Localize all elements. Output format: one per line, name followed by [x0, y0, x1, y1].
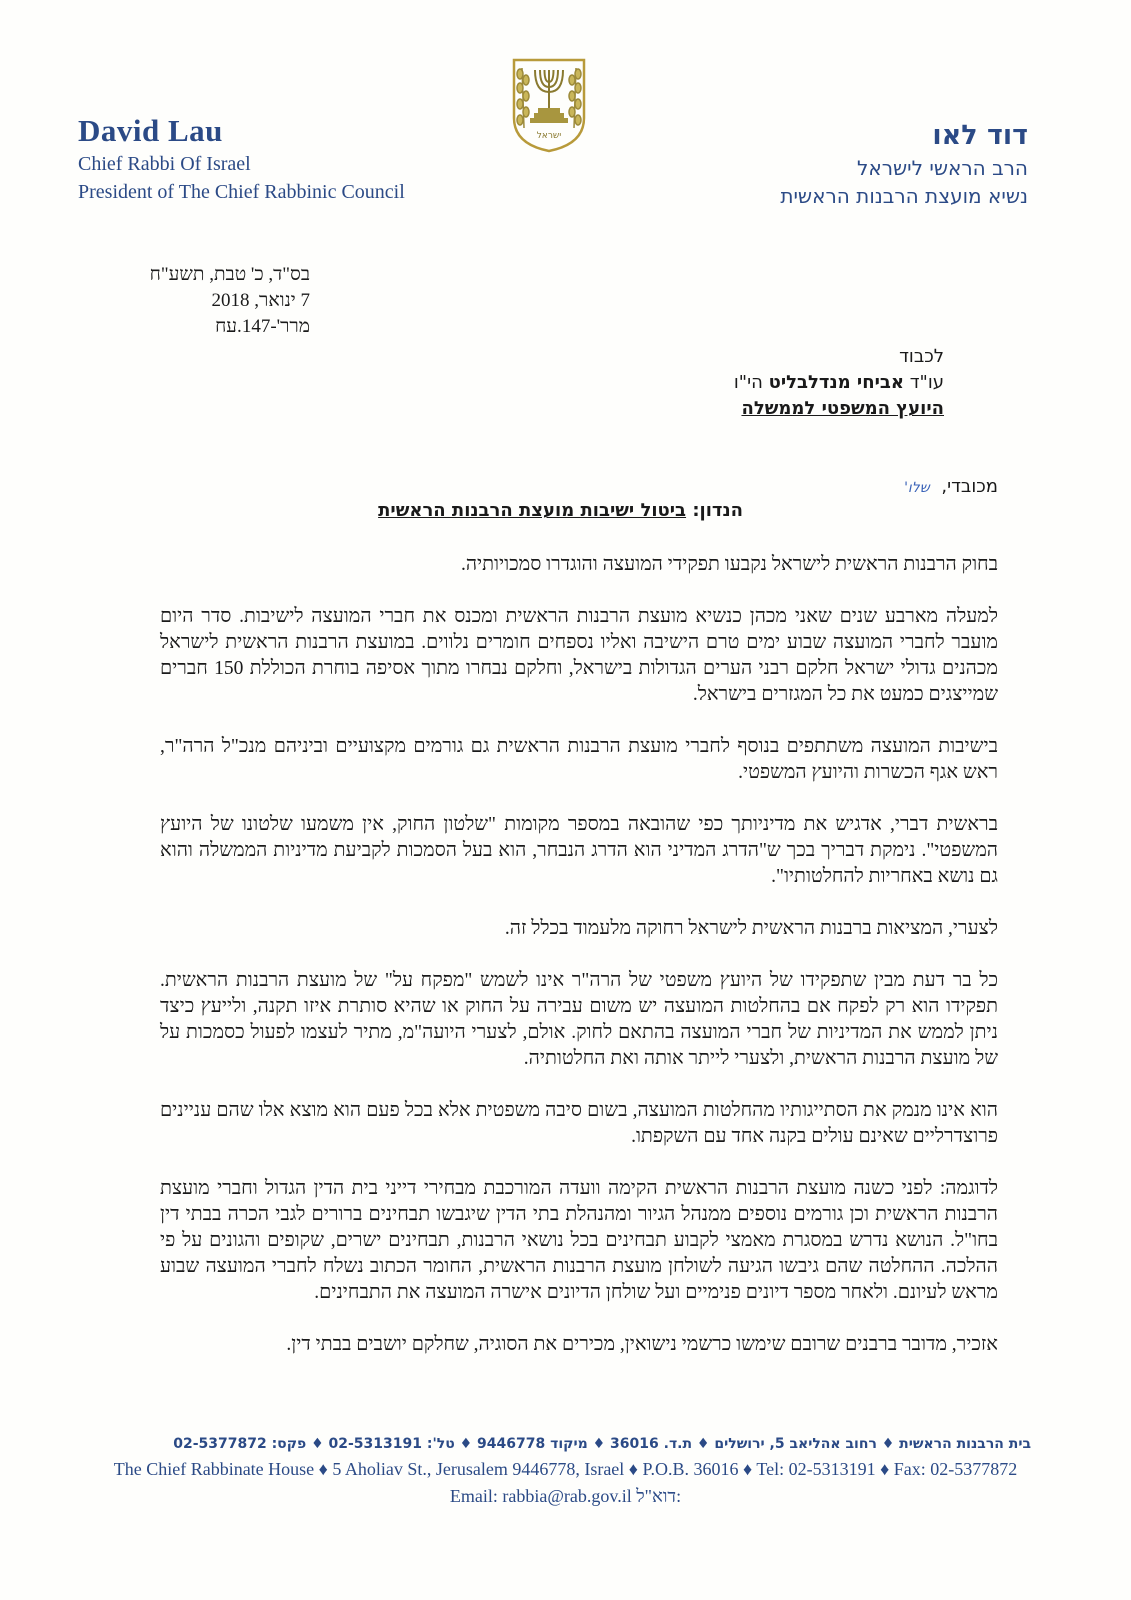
emblem-caption: ישראל [536, 131, 562, 141]
letterhead-hebrew [780, 118, 1028, 210]
body-paragraph: לדוגמה: לפני כשנה מועצת הרבנות הראשית הקימה וועדה המורכבת מבחירי דייני בית הדין הגדול וחברי מועצת הרבנות הראשית וכן גורמים נוספים ממנהל הגיור ומהנהלת בתי הדין שיגבשו תבחינים ברורים לגבי הכרה בבתי דין בחו"ל. הנושא נדרש במסגרת מאמצי לקבוע תבחינים בכל נושאי הרבנות, תבחינים ישרים, שקופים והגונים על פי ההלכה. ההחלטה שהם גיבשו הגיעה לשולחן מועצת הרבנות הראשית, החומר הכתוב נשלח לחברי המועצה שבוע מראש לעיונם. ולאחר מספר דיונים פנימיים ועל שולחן הדיונים אישרה המועצה את התבחינים. [160, 1178, 998, 1303]
recipient-name-prefix: עו"ד [909, 372, 944, 393]
sender-title-hebrew: הרב הראשי לישראל [856, 156, 1028, 180]
body-paragraph: בישיבות המועצה משתתפים בנוסף לחברי מועצת הרבנות הראשית גם גורמים מקצועיים וביניהם מנכ"ל הרה"ר, ראש אגף הכשרות והיועץ המשפטי. [160, 736, 998, 783]
recipient-name: אביחי מנדלבליט [768, 372, 904, 393]
reference-number: מרר'-147.עח [215, 316, 310, 337]
salutation-text: מכובדי, [941, 476, 998, 497]
sender-position-hebrew: נשיא מועצת הרבנות הראשית [780, 184, 1028, 208]
footer-address-english: The Chief Rabbinate House ♦ 5 Aholiav St., Jerusalem 9446778, Israel ♦ P.O.B. 36016 ♦ Tel: 02-5313191 ♦ Fax: 02-5377872 [113, 1459, 1018, 1479]
footer-email-label-hebrew: דוא"ל: [636, 1486, 682, 1506]
sender-position-english: President of The Chief Rabbinic Council [78, 181, 405, 203]
body-paragraph: למעלה מארבע שנים שאני מכהן כנשיא מועצת הרבנות הראשית ומכנס את חברי המועצה לישיבות. סדר היום מועבר לחברי המועצה שבוע ימים טרם הישיבה ואליו נספחים חומרים נלווים. במועצת הרבנות הראשית לישראל מכהנים גדולי ישראל חלקם רבני הערים הגדולות בישראל, וחלקם נבחרו מתוך אסיפה בוחרת הכוללת 150 חברים שמייצגים כמעט את כל המגזרים בישראל. [160, 606, 998, 705]
footer-email-line [0, 1483, 1131, 1509]
sender-name-english: David Lau [78, 113, 223, 148]
footer-address-hebrew: בית הרבנות הראשית ♦ רחוב אהליאב 5, ירושלים ♦ ת.ד. 36016 ♦ מיקוד 9446778 ♦ טל': 02-5313191 ♦ פקס: 02-5377872 [173, 1436, 1031, 1452]
recipient-block [734, 344, 944, 422]
body-paragraph: לצערי, המציאות ברבנות הראשית לישראל רחוקה מלעמוד בכלל זה. [504, 918, 998, 939]
date-block [110, 262, 310, 340]
body-paragraph: הוא אינו מנמק את הסתייגותיו מהחלטות המועצה, בשום סיבה משפטית אלא בכל פעם הוא מוצא אלו שהם עניינים פרוצדרליים שאינם עולים בקנה אחד עם השקפתו. [160, 1100, 998, 1147]
letter-footer [0, 1433, 1131, 1509]
recipient-name-line [734, 370, 944, 396]
body-paragraph: בראשית דברי, אדגיש את מדיניותך כפי שהובאה במספר מקומות "שלטון החוק, אין משמעו שלטונו של היועץ המשפטי". נימקת דבריך בכך ש"הדרג המדיני הוא הדרג הנבחר, הוא בעל הסמכות לקביעת מדיניות הממשלה והוא גם נושא באחריות להחלטותיו". [160, 814, 998, 887]
body-paragraph: בחוק הרבנות הראשית לישראל נקבעו תפקידי המועצה והוגדרו סמכויותיה. [460, 554, 998, 575]
sender-name-hebrew: דוד לאו [932, 120, 1028, 151]
footer-email[interactable]: Email: rabbia@rab.gov.il [449, 1486, 632, 1506]
israel-emblem-menorah-icon [510, 56, 588, 154]
subject-topic: ביטול ישיבות מועצת הרבנות הראשית [378, 500, 687, 521]
hebrew-date: בס"ד, כ' טבת, תשע"ח [149, 264, 310, 285]
body-paragraph: אזכיר, מדובר ברבנים שרובם שימשו כרשמי נישואין, מכירים את הסוגיה, שחלקם יושבים בבתי דין. [286, 1334, 998, 1355]
subject-label: הנדון: [692, 500, 743, 521]
recipient-title: היועץ המשפטי לממשלה [741, 398, 944, 419]
recipient-honorific: לכבוד [899, 346, 944, 367]
subject-line [378, 500, 743, 521]
body-paragraph: כל בר דעת מבין שתפקידו של היועץ משפטי של הרה"ר אינו לשמש "מפקח על" של מועצת הרבנות הראשית. תפקידו הוא רק לפקח אם בהחלטות המועצה יש משום עבירה על החוק או שהיא סותרת איזו תקנה, ולייעץ כיצד ניתן לממש את המדיניות של חברי המועצה בהתאם לחוק. אולם, לצערי היועה"מ, מתיר לעצמו לפעול כסמכות על של מועצת הרבנות הראשית, ולצערי לייתר אותה ואת החלטותיה. [160, 970, 998, 1069]
handwritten-annotation: שלו' [904, 480, 930, 496]
recipient-name-suffix: הי"ו [733, 372, 763, 393]
letter-body [160, 552, 998, 1384]
gregorian-date: 7 ינואר, 2018 [211, 290, 310, 311]
sender-title-english: Chief Rabbi Of Israel [78, 153, 251, 175]
letterhead-english [78, 112, 405, 206]
salutation [904, 476, 998, 497]
